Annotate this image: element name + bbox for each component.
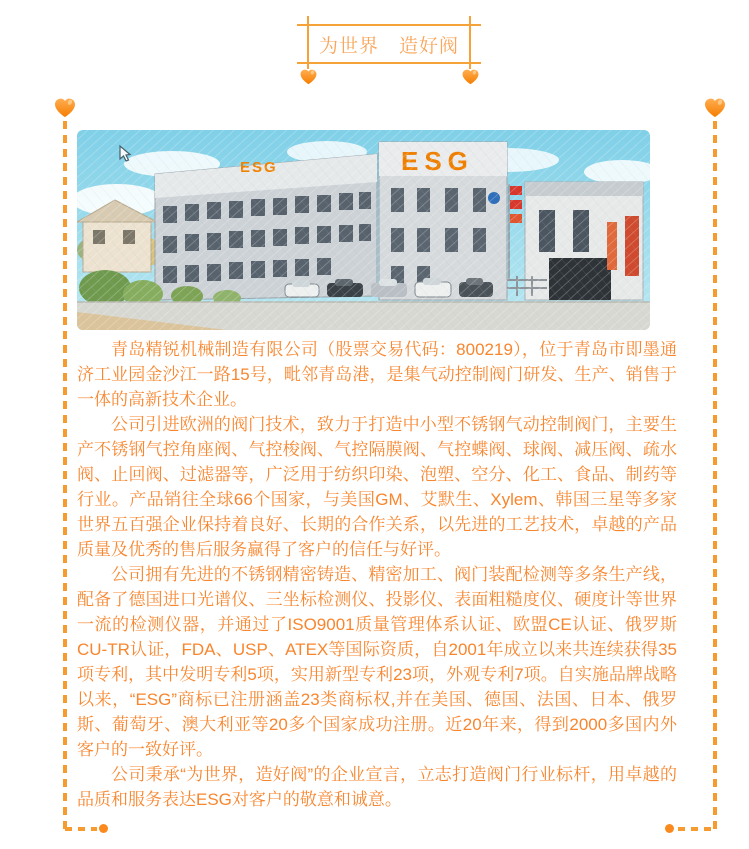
- article-body: [77, 337, 677, 812]
- article-paragraph: 公司拥有先进的不锈钢精密铸造、精密加工、阀门装配检测等多条生产线，配备了德国进口光谱仪、三坐标检测仪、投影仪、表面粗糙度仪、硬度计等世界一流的检测仪器，并通过了ISO9001质量管理体系认证、欧盟CE认证、俄罗斯CU-TR认证，FDA、USP、ATEX等国际资质，自2001年成立以来共连续获得35项专利，其中发明专利5项，实用新型专利23项，外观专利7项。自实施品牌战略以来，“ESG”商标已注册涵盖23类商标权,并在美国、德国、法国、日本、俄罗斯、葡萄牙、澳大利亚等20多个国家成功注册。近20年来，得到2000多国内外客户的一致好评。: [77, 565, 677, 759]
- factory-photo[interactable]: [77, 130, 650, 330]
- heart-icon: [462, 69, 479, 85]
- banner-top-line: [297, 24, 481, 26]
- left-dashed-border: [63, 121, 67, 831]
- article-paragraph: 青岛精锐机械制造有限公司（股票交易代码：800219），位于青岛市即墨通济工业园金沙江一路15号，毗邻青岛港，是集气动控制阀门研发、生产、销售于一体的高新技术企业。: [77, 340, 677, 409]
- article-paragraph: 公司引进欧洲的阀门技术，致力于打造中小型不锈钢气动控制阀门，主要生产不锈钢气控角座阀、气控梭阀、气控隔膜阀、气控蝶阀、球阀、减压阀、疏水阀、止回阀、过滤器等，广泛用于纺织印染、泡塑、空分、化工、食品、制药等行业。产品销往全球66个国家，与美国GM、艾默生、Xylem、韩国三星等多家世界五百强企业保持着良好、长期的合作关系，以先进的工艺技术，卓越的产品质量及优秀的售后服务赢得了客户的信任与好评。: [77, 415, 677, 559]
- article-paragraph: 公司秉承“为世界，造好阀”的企业宣言，立志打造阀门行业标杆，用卓越的品质和服务表达ESG对客户的敬意和诚意。: [77, 765, 677, 809]
- right-dashed-border: [713, 121, 717, 831]
- bottom-right-dashed-line: [678, 827, 715, 831]
- bottom-left-dashed-line: [65, 827, 97, 831]
- banner-title: 为世界 造好阀: [318, 36, 459, 57]
- bottom-right-dot: [665, 824, 674, 833]
- banner-bottom-line: [297, 62, 481, 64]
- heart-icon: [54, 98, 76, 118]
- bottom-left-dot: [99, 824, 108, 833]
- heart-icon: [704, 98, 726, 118]
- heart-icon: [300, 69, 317, 85]
